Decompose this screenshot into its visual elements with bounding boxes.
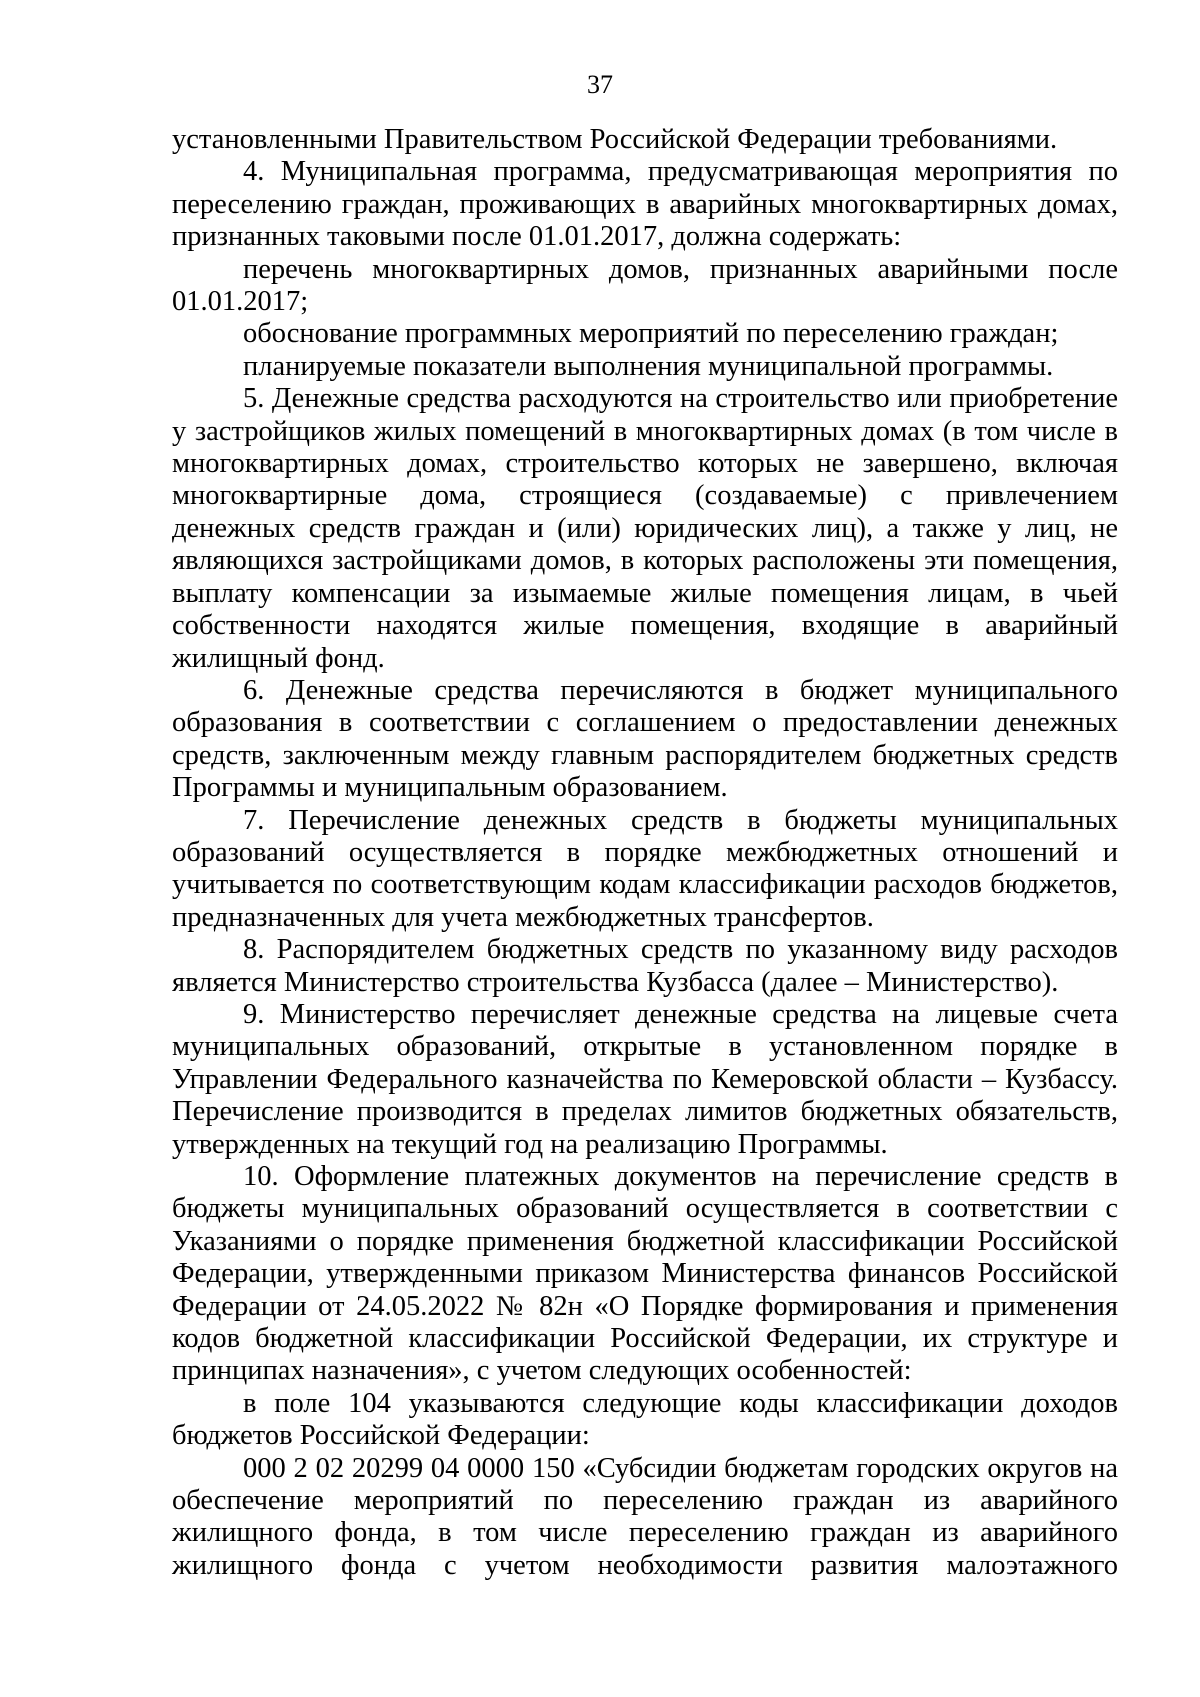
body-text [172,124,1118,1582]
paragraph-list-item-justification: обоснование программных мероприятий по переселению граждан; [243,318,1059,350]
paragraph-item-9: 9. Министерство перечисляет денежные средства на лицевые счета муниципальных образований, открытые в установленном порядке в Управлении Федерального казначейства по Кемеровской области – Кузбассу. Перечисление производится в пределах лимитов бюджетных обязательств, утвержденных на текущий год на реализацию Программы. [172,998,1118,1160]
paragraph-item-6: 6. Денежные средства перечисляются в бюджет муниципального образования в соответствии с соглашением о предоставлении денежных средств, заключенным между главным распорядителем бюджетных средств Программы и муниципальным образованием. [172,674,1118,804]
paragraph-field-104: в поле 104 указываются следующие коды классификации доходов бюджетов Российской Федерации: [172,1387,1118,1452]
paragraph-item-5: 5. Денежные средства расходуются на строительство или приобретение у застройщиков жилых помещений в многоквартирных домах (в том числе в многоквартирных домах, строительство которых не завершено, включая многоквартирные дома, строящиеся (создаваемые) с привлечением денежных средств граждан и (или) юридических лиц), а также у лиц, не являющихся застройщиками домов, в которых расположены эти помещения, выплату компенсации за изымаемые жилые помещения лицам, в чьей собственности находятся жилые помещения, входящие в аварийный жилищный фонд. [172,383,1118,674]
paragraph-list-item-houses: перечень многоквартирных домов, признанных аварийными после 01.01.2017; [172,253,1118,318]
paragraph-continuation: установленными Правительством Российской Федерации требованиями. [172,124,1058,155]
paragraph-item-7: 7. Перечисление денежных средств в бюджеты муниципальных образований осуществляется в порядке межбюджетных отношений и учитывается по соответствующим кодам классификации расходов бюджетов, предназначенных для учета межбюджетных трансфертов. [172,804,1118,933]
paragraph-income-code: 000 2 02 20299 04 0000 150 «Субсидии бюджетам городских округов на обеспечение мероприятий по переселению граждан из аварийного жилищного фонда, в том числе переселению граждан из аварийного жилищного фонда с учетом необходимости развития малоэтажного [172,1452,1118,1581]
paragraph-list-item-indicators: планируемые показатели выполнения муниципальной программы. [243,350,1054,382]
paragraph-item-8: 8. Распорядителем бюджетных средств по указанному виду расходов является Министерство строительства Кузбасса (далее – Министерство). [172,934,1118,998]
paragraph-item-4: 4. Муниципальная программа, предусматривающая мероприятия по переселению граждан, проживающих в аварийных многоквартирных домах, признанных таковыми после 01.01.2017, должна содержать: [172,156,1118,253]
page-number: 37 [587,70,613,99]
paragraph-item-10: 10. Оформление платежных документов на перечисление средств в бюджеты муниципальных образований осуществляется в соответствии с Указаниями о порядке применения бюджетной классификации Российской Федерации, утвержденными приказом Министерства финансов Российской Федерации от 24.05.2022 № 82н «О Порядке формирования и применения кодов бюджетной классификации Российской Федерации, их структуре и принципах назначения», с учетом следующих особенностей: [172,1161,1118,1387]
